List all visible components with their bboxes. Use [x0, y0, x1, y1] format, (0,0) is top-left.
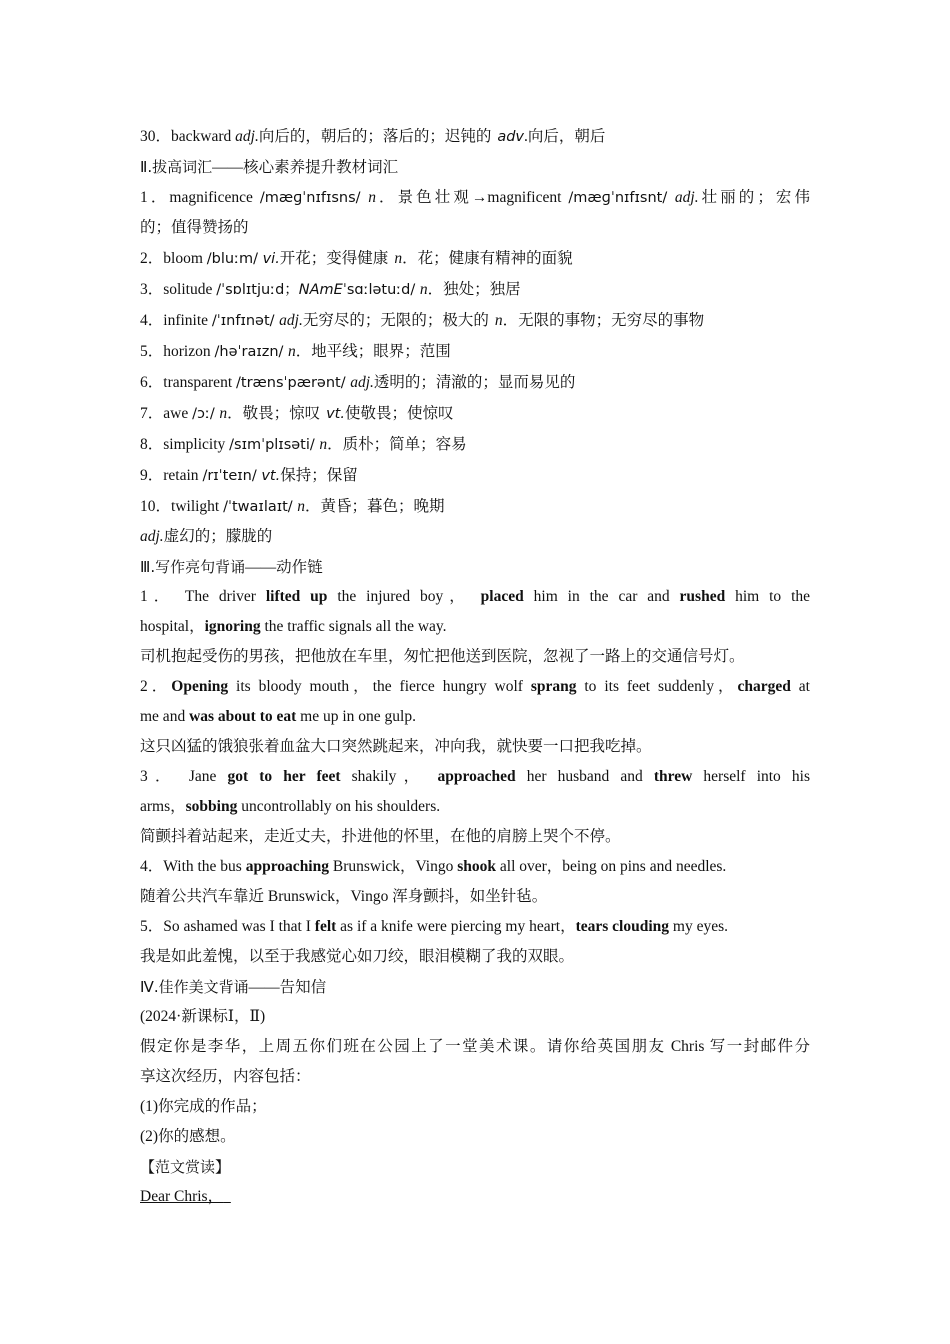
sentence-1-translation [140, 642, 810, 672]
text-section3-dash: ——动作链 [245, 559, 323, 576]
text-section3-s1-b2: placed [480, 588, 524, 605]
sentence-5 [140, 912, 810, 942]
text-section2-items-0-num: 1． [140, 189, 170, 206]
vocab-item-1-continued [140, 213, 810, 243]
text-section2-items-4-ipa: /həˈraɪzn/ [214, 344, 289, 360]
text-section2-items-9-def: ．黄昏；暮色；晚期 [305, 498, 445, 515]
text-section2-items-9-ipa: /ˈtwaɪlaɪt/ [223, 499, 298, 515]
sentence-1-line-1 [140, 582, 810, 612]
text-section2-items-7-ipa: /sɪmˈplɪsəti/ [229, 437, 320, 453]
text-section4-point1: (1)你完成的作品； [140, 1098, 267, 1115]
vocab-item-3 [140, 274, 810, 305]
text-section2-items-9-word: twilight [171, 498, 224, 515]
text-section3-s3-g: uncontrollably on his shoulders. [237, 798, 441, 815]
text-section2-items-4-pos: n [288, 343, 296, 360]
text-section2-items-0-cont: 的；值得赞扬的 [140, 219, 249, 236]
text-section2-items-8-pos: vt. [261, 468, 281, 484]
vocab-item-8 [140, 429, 810, 460]
text-section2-items-8-ipa: /rɪˈteɪn/ [202, 468, 262, 484]
text-section2-items-6-num: 7． [140, 405, 164, 422]
text-section2-items-0-pos: n [368, 189, 376, 206]
text-section3-s5-b2: tears clouding [575, 918, 670, 935]
text-section3-s5-a: 5．So ashamed was I that I [140, 918, 315, 935]
text-section3-s3-b4: sobbing [185, 798, 238, 815]
text-section2-items-6-word: awe [163, 405, 193, 422]
text-section2-items-3-word: infinite [163, 312, 212, 329]
text-section3-s1-e: him to the [725, 588, 810, 605]
text-section2-items-7-def: ．质朴；简单；容易 [327, 436, 467, 453]
text-section4-prompt1: 假定你是李华，上周五你们班在公园上了一堂美术课。请你给英国朋友 Chris 写一封邮件分 [140, 1038, 810, 1055]
text-section3-s1-b4: ignoring [204, 618, 261, 635]
text-section2-items-6-pos: n [219, 405, 228, 422]
sentence-3-line-2 [140, 792, 810, 822]
sentence-5-translation [140, 942, 810, 972]
vocab-item-5 [140, 336, 810, 367]
vocab-item-1 [140, 182, 810, 213]
text-items_top-w30-def1: 向后的，朝后的；落后的；迟钝的 [258, 128, 492, 145]
text-section2-items-4-num: 5． [140, 343, 164, 360]
text-section2-items-0-def: ．景色壮观→magnificent [375, 189, 569, 206]
text-section2-items-1-def: 开花；变得健康 [279, 250, 389, 267]
text-section3-s1-d: him in the car and [523, 588, 680, 605]
vocab-item-10-adj [140, 522, 810, 552]
text-section3-s2-b2: sprang [530, 678, 577, 695]
text-section2-items-4-def: ．地平线；眼界；范围 [295, 343, 451, 360]
text-section3-s4-d: all over，being on pins and needles. [496, 858, 727, 875]
source-note [140, 1002, 810, 1032]
text-section2-items-0-ipa: /mæɡˈnɪfɪsns/ [259, 190, 369, 206]
writing-prompt-line-1 [140, 1032, 810, 1062]
letter-greeting [140, 1182, 810, 1212]
text-section2-items-3-pos: adj. [279, 312, 303, 329]
text-section3-heading: Ⅲ.写作亮句背诵 [140, 558, 246, 576]
text-section3-s4-a: 4．With the bus [140, 858, 246, 875]
text-section4-reading: 【范文赏读】 [140, 1158, 231, 1176]
text-section4-point2: (2)你的感想。 [140, 1128, 236, 1145]
text-section3-s3-b2: approached [437, 768, 516, 785]
text-section2-items-4-word: horizon [163, 343, 215, 360]
text-section2-items-2-word: solitude [163, 281, 217, 298]
sentence-3-translation [140, 822, 810, 852]
text-section3-s5-c: as if a knife were piercing my heart， [336, 918, 576, 935]
text-section2-items-5-word: transparent [163, 374, 236, 391]
text-section3-s2-c: its bloody mouth，the fierce hungry wolf [228, 678, 531, 695]
writing-point-2 [140, 1122, 810, 1152]
text-section2-items-0-def2: 壮丽的；宏伟 [698, 189, 810, 206]
text-section4-source: (2024·新课标Ⅰ，Ⅱ) [140, 1008, 266, 1025]
text-section3-s1-f: hospital， [140, 618, 205, 635]
text-section4-dash: ——告知信 [248, 979, 327, 996]
text-section3-s2-b1: Opening [171, 678, 229, 695]
text-section3-s5-d: my eyes. [669, 918, 729, 935]
sentence-3-line-1 [140, 762, 810, 792]
text-section3-s4-c: Brunswick，Vingo [329, 858, 458, 875]
text-section2-tail-def: 虚幻的；朦胧的 [163, 528, 273, 545]
text-section3-s3-zh: 简颤抖着站起来，走近丈夫，扑进他的怀里，在他的肩膀上哭个不停。 [140, 828, 621, 845]
text-section2-items-5-def: 透明的；清澈的；显而易见的 [373, 374, 576, 391]
text-section3-s4-zh: 随着公共汽车靠近 Brunswick，Vingo 浑身颤抖，如坐针毡。 [140, 888, 548, 905]
text-section4-greeting: Dear Chris， [140, 1188, 224, 1205]
sentence-2-line-2 [140, 702, 810, 732]
section-3-heading [140, 552, 810, 582]
text-section2-items-2-def: ．独处；独居 [427, 281, 521, 298]
text-section2-items-6-def: ．敬畏；惊叹 [227, 405, 321, 422]
text-section2-items-2-ipa: /ˈsɒlɪtjuːd； [216, 282, 299, 298]
text-section2-dash: ——核心素养提升教材词汇 [212, 159, 399, 176]
text-section2-items-2-num: 3． [140, 281, 164, 298]
sentence-2-line-1 [140, 672, 810, 702]
text-section2-tail-pos: adj. [140, 528, 164, 545]
text-section3-s2-zh: 这只凶猛的饿狼张着血盆大口突然跳起来，冲向我，就快要一口把我吃掉。 [140, 738, 652, 755]
text-section3-s1-b1: lifted up [265, 588, 328, 605]
text-section2-items-1-word: bloom [163, 250, 207, 267]
text-section3-s2-b3: charged [737, 678, 791, 695]
text-section3-s5-b1: felt [314, 918, 337, 935]
text-section2-items-3-ipa: /ˈɪnfɪnət/ [211, 313, 280, 329]
text-section2-items-8-word: retain [163, 467, 203, 484]
vocab-item-10 [140, 491, 810, 522]
text-section2-items-3-pos2: n [494, 312, 503, 329]
sentence-2-translation [140, 732, 810, 762]
text-section3-s2-g: me up in one gulp. [296, 708, 416, 725]
text-section2-items-6-pos2: vt. [326, 406, 345, 422]
text-section3-s3-e: herself into his [692, 768, 810, 785]
text-section2-items-1-pos2: n [394, 250, 403, 267]
text-section4-heading: Ⅳ.佳作美文背诵 [140, 978, 249, 996]
text-section3-s3-a: 3． Jane [140, 768, 228, 785]
text-section2-items-5-num: 6． [140, 374, 164, 391]
text-section3-s1-b3: rushed [679, 588, 726, 605]
text-section2-items-7-num: 8． [140, 436, 164, 453]
model-reading-label [140, 1152, 810, 1182]
section-2-heading [140, 152, 810, 182]
text-section3-s3-b1: got to her feet [227, 768, 341, 785]
text-section3-s2-e: at [790, 678, 810, 695]
text-section2-items-1-num: 2． [140, 250, 164, 267]
text-section2-items-9-num: 10． [140, 498, 172, 515]
text-section2-items-6-ipa: /ɔː/ [192, 406, 220, 422]
text-section3-s3-c: shakily， [340, 768, 438, 785]
text-section2-items-7-pos: n [319, 436, 328, 453]
text-section2-items-0-pos2: adj. [674, 189, 699, 206]
vocab-item-7 [140, 398, 810, 429]
text-section2-items-3-def: 无穷尽的；无限的；极大的 [302, 312, 489, 329]
vocab-item-30 [140, 122, 810, 152]
sentence-4-translation [140, 882, 810, 912]
text-section2-items-1-ipa: /bluːm/ [206, 251, 263, 267]
text-section3-s4-b1: approaching [245, 858, 329, 875]
text-section2-items-5-pos: adj. [350, 374, 374, 391]
text-section2-items-2-ipa_b: NAmE [298, 282, 343, 298]
text-items_top-w30-pos1: adj. [235, 128, 259, 145]
text-items_top-w30-num: 30． [140, 128, 172, 145]
text-section2-items-1-def2: ．花；健康有精神的面貌 [402, 250, 573, 267]
text-section2-items-7-word: simplicity [163, 436, 230, 453]
text-items_top-w30-def2: .向后，朝后 [524, 128, 606, 145]
vocab-item-9 [140, 460, 810, 491]
text-section3-s3-f: arms， [140, 798, 186, 815]
text-section2-items-9-pos: n [297, 498, 306, 515]
text-section2-items-5-ipa: /trænsˈpærənt/ [236, 375, 351, 391]
sentence-4 [140, 852, 810, 882]
text-section2-items-0-word: magnificence [169, 189, 260, 206]
text-section2-items-0-ipa2: /mæɡˈnɪfɪsnt/ [568, 190, 675, 206]
text-section3-s1-a: 1． The driver [140, 588, 266, 605]
text-section3-s5-zh: 我是如此羞愧，以至于我感觉心如刀绞，眼泪模糊了我的双眼。 [140, 948, 575, 965]
text-section2-items-6-def2: 使敬畏；使惊叹 [344, 405, 454, 422]
section-4-heading [140, 972, 810, 1002]
text-section3-s1-g: the traffic signals all the way. [260, 618, 447, 635]
text-section2-items-3-def2: ．无限的事物；无穷尽的事物 [502, 312, 705, 329]
text-section3-s2-d: to its feet suddenly， [576, 678, 738, 695]
vocab-item-6 [140, 367, 810, 398]
sentence-1-line-2 [140, 612, 810, 642]
text-section2-items-3-num: 4． [140, 312, 164, 329]
text-section3-s4-b2: shook [457, 858, 497, 875]
text-section2-items-1-pos: vi. [262, 251, 280, 267]
text-section2-items-8-def: 保持；保留 [280, 467, 358, 484]
vocab-item-4 [140, 305, 810, 336]
text-section3-s2-f: me and [140, 708, 190, 725]
text-section3-s2-b4: was about to eat [189, 708, 297, 725]
writing-point-1 [140, 1092, 810, 1122]
text-section3-s3-d: her husband and [515, 768, 654, 785]
text-section2-items-2-ipa_c: ˈsɑːlətuːd/ [342, 282, 420, 298]
text-section4-prompt2: 享这次经历，内容包括： [140, 1068, 311, 1085]
text-items_top-w30-word: backward [171, 128, 236, 145]
text-section3-s1-c: the injured boy， [327, 588, 481, 605]
text-section2-items-8-num: 9． [140, 467, 164, 484]
text-section2-items-2-pos: n [419, 281, 428, 298]
text-section3-s1-zh: 司机抱起受伤的男孩，把他放在车里，匆忙把他送到医院，忽视了一路上的交通信号灯。 [140, 648, 745, 665]
vocab-item-2 [140, 243, 810, 274]
writing-prompt-line-2 [140, 1062, 810, 1092]
text-items_top-w30-pos2: adv [497, 129, 525, 145]
text-section3-s2-a: 2． [140, 678, 172, 695]
text-section2-heading: Ⅱ.拔高词汇 [140, 158, 213, 176]
text-section3-s3-b3: threw [653, 768, 693, 785]
